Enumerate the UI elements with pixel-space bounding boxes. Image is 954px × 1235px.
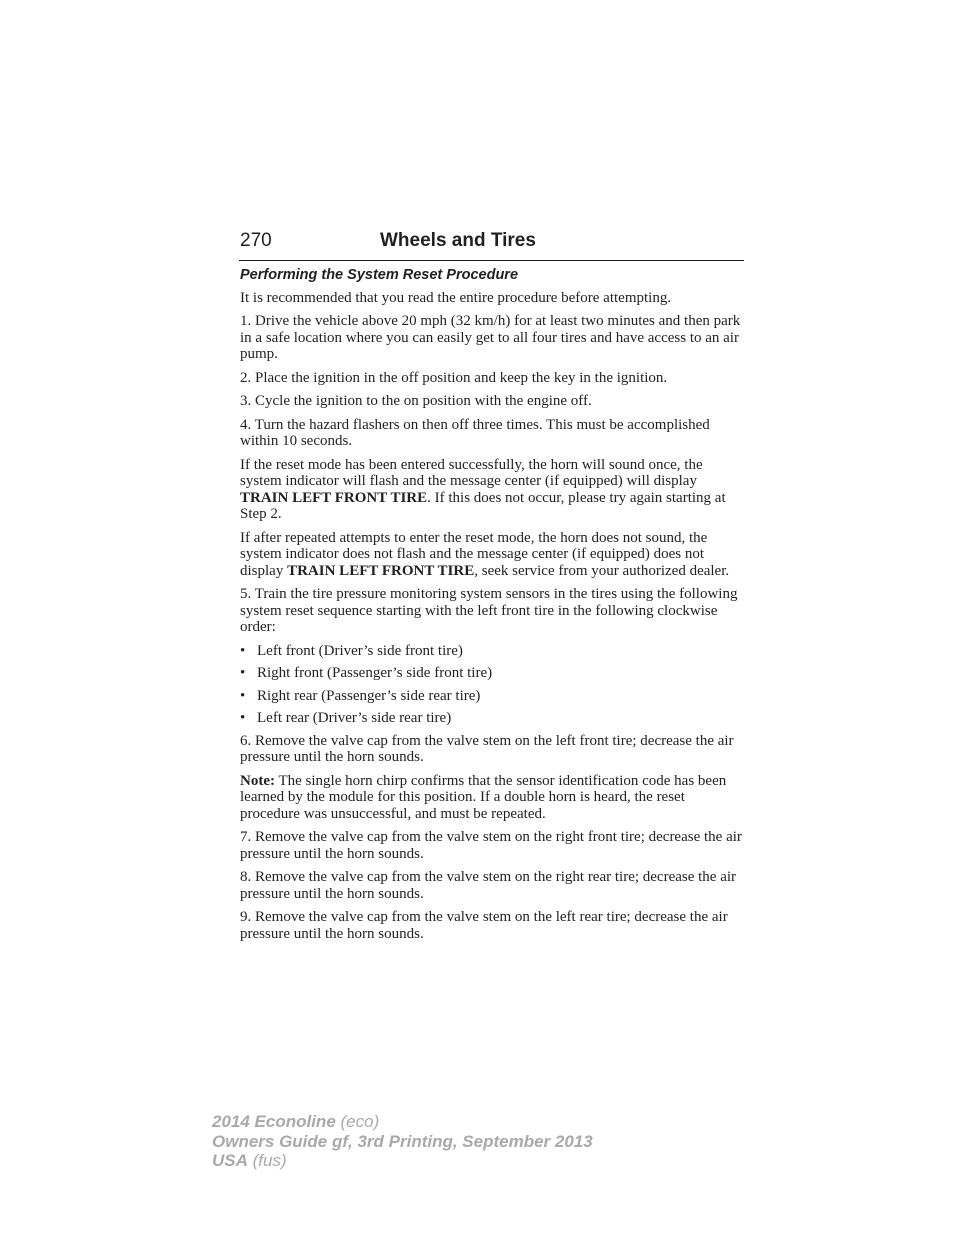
step-9: 9. Remove the valve cap from the valve stem on the left rear tire; decrease the air pressure until the horn sounds. — [240, 909, 728, 942]
list-item-text: Left rear (Driver’s side rear tire) — [257, 710, 452, 726]
footer-guide-line — [212, 1132, 593, 1152]
reset-success-text: If the reset mode has been entered successfully, the horn will sound once, the system indicator will flash and the message center (if equipped) will display — [240, 456, 703, 489]
reset-fail-paragraph — [240, 530, 745, 580]
page-footer — [212, 1112, 593, 1171]
note-label: Note: — [240, 772, 275, 789]
footer-model-code: (eco) — [340, 1112, 380, 1131]
bullet-icon: • — [240, 710, 246, 726]
note-text: The single horn chirp confirms that the sensor identification code has been learned by the module for this position. If a double horn is heard, the reset procedure was unsuccessful, and must be repeated. — [240, 772, 727, 822]
bullet-icon: • — [240, 687, 246, 704]
page-number: 270 — [240, 230, 272, 251]
list-item — [240, 710, 745, 727]
section-title: Wheels and Tires — [380, 230, 536, 251]
train-left-front-message: TRAIN LEFT FRONT TIRE — [240, 489, 428, 506]
list-item — [240, 665, 745, 682]
step-5: 5. Train the tire pressure monitoring system sensors in the tires using the following system reset sequence starting with the left front tire in the following clockwise order: — [240, 586, 738, 635]
step-1: 1. Drive the vehicle above 20 mph (32 km/h) for at least two minutes and then park in a safe location where you can easily get to all four tires and have access to an air pump. — [240, 313, 741, 362]
reset-success-paragraph — [240, 457, 745, 523]
footer-market-code: (fus) — [252, 1151, 287, 1170]
reset-fail-text: If after repeated attempts to enter the reset mode, the horn does not sound, the system indicator does not flash and the message center (if equipped) does not display — [240, 529, 708, 579]
list-item — [240, 688, 745, 705]
footer-model-line — [212, 1112, 593, 1132]
step-3: 3. Cycle the ignition to the on position with the engine off. — [240, 393, 592, 409]
list-item-text: Right rear (Passenger’s side rear tire) — [257, 687, 481, 704]
footer-guide: Owners Guide gf, 3rd Printing, September 2013 — [212, 1131, 593, 1151]
page-body — [240, 267, 745, 949]
step-4: 4. Turn the hazard flashers on then off three times. This must be accomplished within 10 seconds. — [240, 416, 710, 449]
bullet-icon: • — [240, 642, 246, 659]
footer-market: USA — [212, 1151, 248, 1170]
bullet-icon: • — [240, 665, 246, 681]
footer-model: 2014 Econoline — [212, 1112, 336, 1131]
subheading: Performing the System Reset Procedure — [240, 267, 519, 283]
footer-market-line — [212, 1151, 593, 1171]
reset-fail-text-end: , seek service from your authorized dealer. — [474, 562, 730, 579]
list-item-text: Left front (Driver’s side front tire) — [257, 642, 463, 659]
train-left-front-message: TRAIN LEFT FRONT TIRE — [287, 562, 475, 579]
page-header — [239, 228, 744, 261]
list-item-text: Right front (Passenger’s side front tire) — [257, 665, 493, 681]
step-8: 8. Remove the valve cap from the valve stem on the right rear tire; decrease the air pressure until the horn sounds. — [240, 869, 737, 902]
reset-success-text-end: . If this does not occur, please try again starting at Step 2. — [240, 489, 726, 522]
note-paragraph — [240, 773, 745, 823]
list-item — [240, 643, 745, 660]
step-2: 2. Place the ignition in the off position and keep the key in the ignition. — [240, 369, 668, 386]
step-6: 6. Remove the valve cap from the valve stem on the left front tire; decrease the air pressure until the horn sounds. — [240, 732, 734, 765]
intro-paragraph: It is recommended that you read the entire procedure before attempting. — [240, 289, 672, 306]
step-7: 7. Remove the valve cap from the valve stem on the right front tire; decrease the air pressure until the horn sounds. — [240, 829, 742, 862]
